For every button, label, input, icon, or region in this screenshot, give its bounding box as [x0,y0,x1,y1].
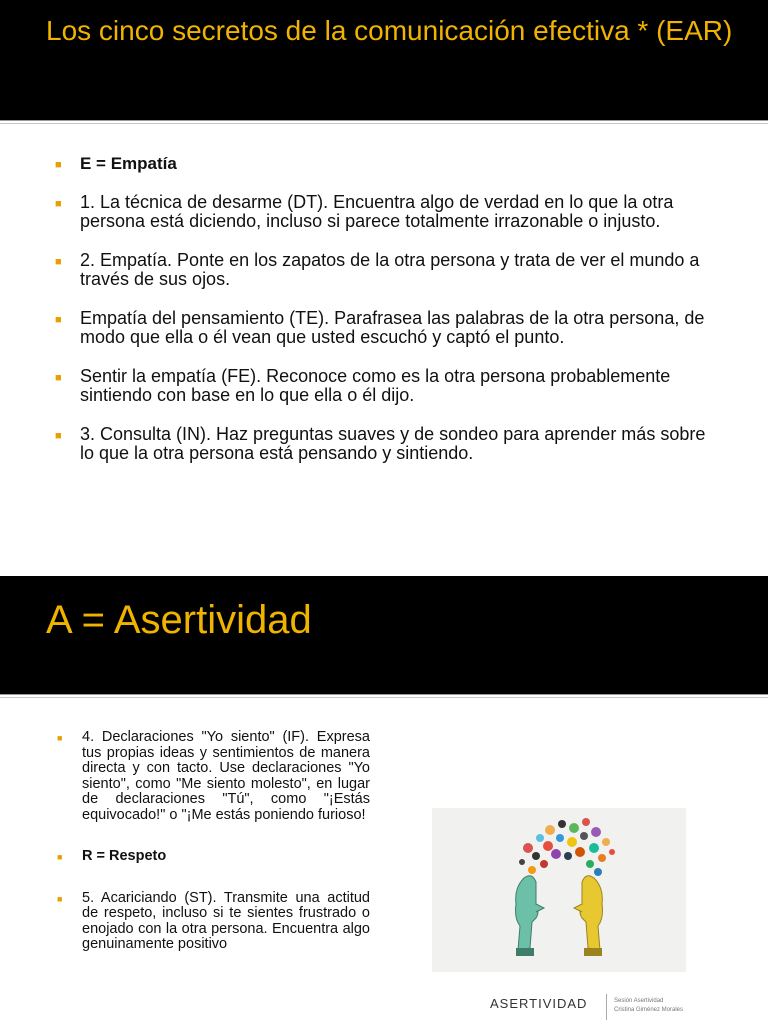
list-item: ■ Sentir la empatía (FE). Reconoce como es la otra persona probablemente sintiendo con base en lo que ella o él dijo. [55,365,671,405]
list-item: ■ 1. La técnica de desarme (DT). Encuentra algo de verdad en lo que la otra persona está diciendo, incluso si parece totalmente irrazonable o injusto. [55,191,674,231]
assertiveness-illustration [432,808,686,972]
list-item: ■ 5. Acariciando (ST). Transmite una actitud de respeto, incluso si te sientes frustrado o enojado con la otra persona. Encuentra algo genuinamente positivo [57,889,370,952]
empathy-bullet-list [54,154,724,483]
list-item: ■ 3. Consulta (IN). Haz preguntas suaves y de sondeo para aprender más sobre lo que la otra persona está pensando y sintiendo. [55,423,706,463]
list-item: ■ 2. Empatía. Ponte en los zapatos de la otra persona y trata de ver el mundo a través de sus ojos. [55,249,700,289]
ideas-cloud-icon [519,818,615,876]
bullet-icon: ■ [55,255,62,268]
bullet-icon: ■ [57,893,63,904]
header-divider-1 [0,120,768,124]
bullet-icon: ■ [55,197,62,210]
bullet-icon: ■ [55,313,62,326]
illustration-caption: ASERTIVIDAD [490,996,588,1011]
bullet-icon: ■ [55,429,62,442]
header-divider-2 [0,694,768,698]
caption-credits: Sesión Asertividad Cristina Giménez Morales [614,998,684,1013]
green-head-icon [516,876,545,956]
list-item: ■ 4. Declaraciones "Yo siento" (IF). Expresa tus propias ideas y sentimientos de manera directa y con tacto. Use declaraciones "Yo siento", como "Me siento molesto", en lugar de declaraciones "Tú", como "¡Estás equivocado!" o "¡Me estás poniendo furioso! [57,729,370,823]
slide-1-title: Los cinco secretos de la comunicación efectiva * (EAR) [46,15,733,46]
list-item: ■ R = Respeto [57,848,167,864]
slide-2-header [0,576,768,694]
assertiveness-bullet-list [56,730,370,983]
two-heads-ideas-icon [432,808,686,972]
bullet-icon: ■ [55,371,62,384]
bullet-icon: ■ [57,733,63,743]
bullet-icon: ■ [57,852,63,862]
list-item: ■ E = Empatía [54,154,724,174]
slide-2-title: A = Asertividad [46,598,312,642]
caption-divider [606,994,607,1020]
yellow-head-icon [574,876,603,956]
bullet-icon: ■ [55,159,62,171]
list-item: ■ Empatía del pensamiento (TE). Parafrasea las palabras de la otra persona, de modo que ella o él vean que usted escuchó y captó el punto. [55,307,705,347]
slide-1-header [0,0,768,120]
